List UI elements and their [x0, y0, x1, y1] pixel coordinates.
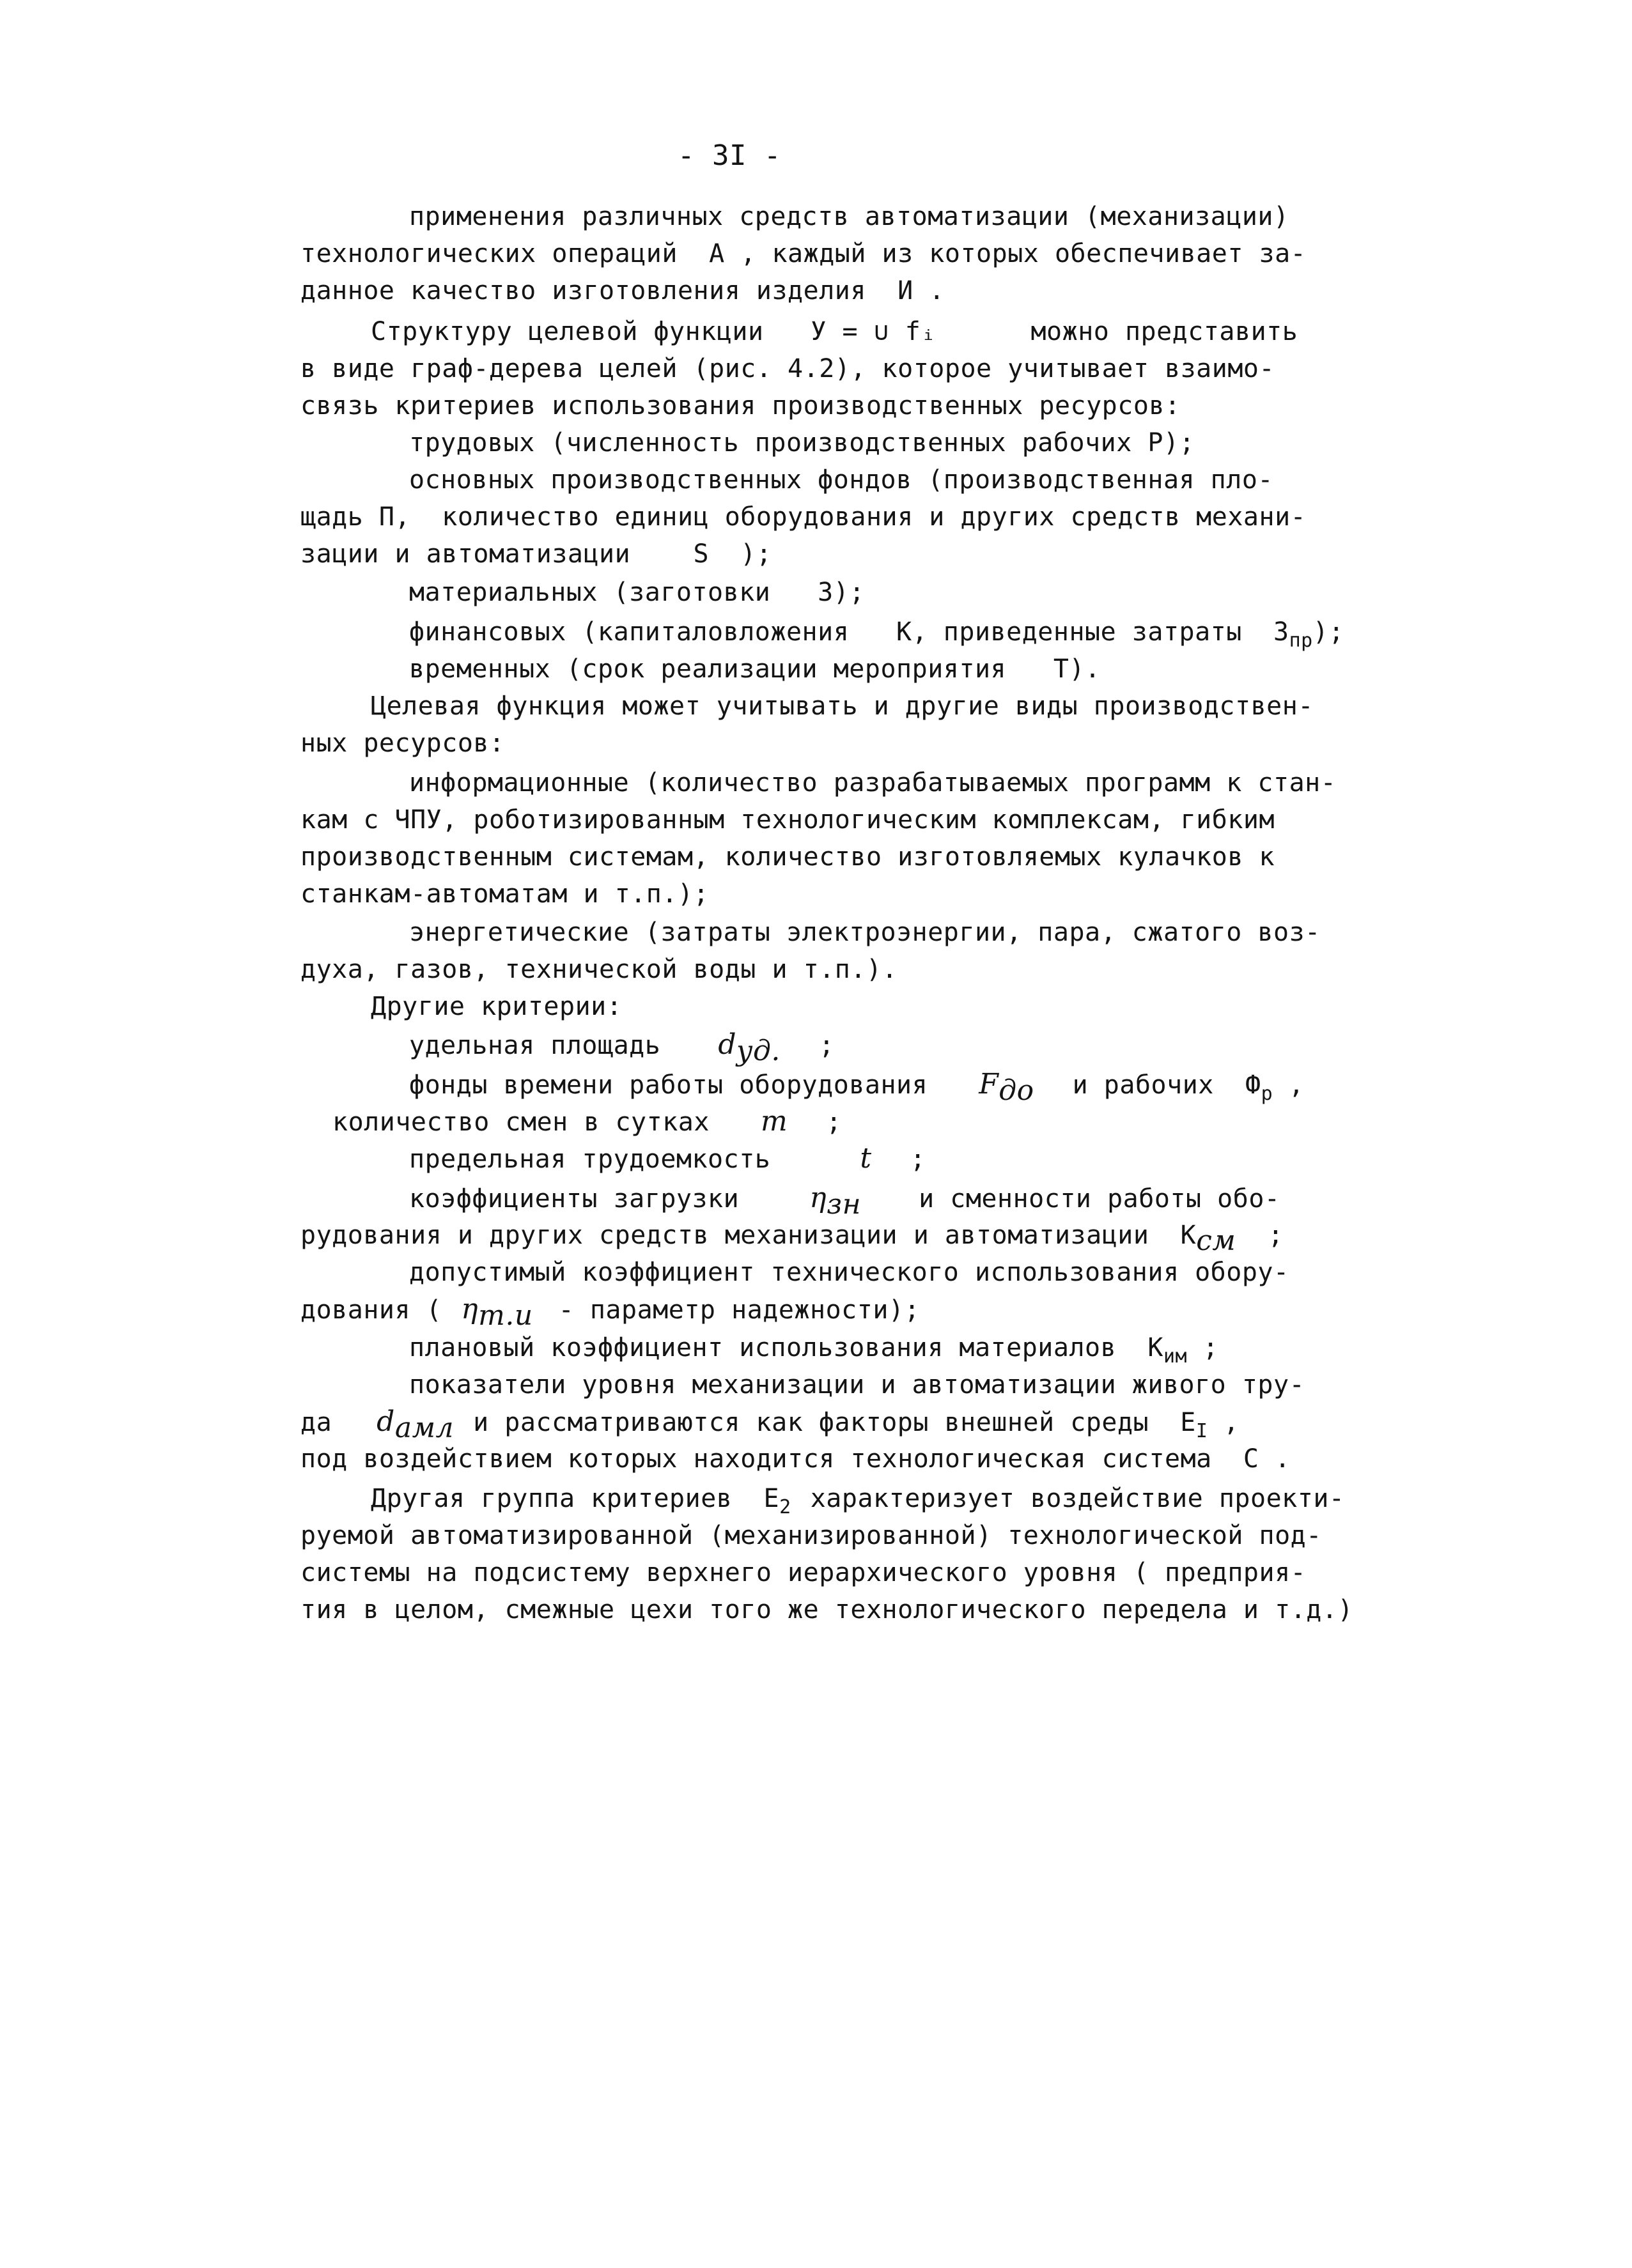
- text-line: станкам-автоматам и т.п.);: [300, 879, 710, 909]
- text-line: руемой автоматизированной (механизированной) технологической под-: [300, 1521, 1322, 1550]
- text-line: производственным системам, количество изготовляемых кулачков к: [300, 842, 1275, 872]
- text-line: количество смен в сутках m ;: [332, 1105, 842, 1138]
- text-line: фонды времени работы оборудования $F_{до}$ и рабочих $Ф_р$ ,: [409, 1068, 1305, 1107]
- text-line: энергетические (затраты электроэнергии, пара, сжатого воз-: [409, 918, 1321, 947]
- text-line: связь критериев использования производственных ресурсов:: [300, 391, 1181, 420]
- text-line: показатели уровня механизации и автоматизации живого тру-: [409, 1370, 1305, 1400]
- text-line: зации и автоматизации S );: [300, 539, 772, 569]
- text-line: в виде граф-дерева целей (рис. 4.2), которое учитывает взаимо-: [300, 354, 1275, 383]
- text-line: Другие критерии:: [371, 992, 623, 1021]
- text-line: данное качество изготовления изделия И .: [300, 276, 945, 305]
- text-line: трудовых (численность производственных рабочих Р);: [409, 428, 1195, 458]
- page-number: - 3I -: [678, 139, 781, 172]
- text-line: основных производственных фондов (производственная пло-: [409, 465, 1274, 495]
- text-line: информационные (количество разрабатываемых программ к стан-: [409, 768, 1337, 798]
- text-line: материальных (заготовки З);: [409, 578, 865, 607]
- text-line: кам с ЧПУ, роботизированным технологическим комплексам, гибким: [300, 805, 1275, 835]
- text-line: да $d_{амл}$ и рассматриваются как факторы внешней среды $Е_I$ ,: [300, 1405, 1240, 1444]
- text-line: плановый коэффициент использования материалов $К_{им}$ ;: [409, 1333, 1219, 1368]
- text-line: предельная трудоемкость t ;: [409, 1142, 926, 1175]
- text-line: применения различных средств автоматизации (механизации): [409, 202, 1289, 231]
- text-line: тия в целом, смежные цехи того же технологического передела и т.д.): [300, 1595, 1353, 1624]
- text-line: под воздействием которых находится технологическая система С .: [300, 1444, 1291, 1474]
- text-line: системы на подсистему верхнего иерархического уровня ( предприя-: [300, 1558, 1307, 1587]
- text-line: технологических операций А , каждый из которых обеспечивает за-: [300, 239, 1307, 268]
- text-line: финансовых (капиталовложения К, приведенные затраты $З_{пр}$);: [409, 617, 1344, 652]
- text-line: щадь П, количество единиц оборудования и других средств механи-: [300, 502, 1307, 532]
- text-line: Структуру целевой функции У = ∪ fᵢ можно представить: [371, 317, 1298, 346]
- text-line: Целевая функция может учитывать и другие виды производствен-: [371, 691, 1314, 721]
- text-line: ных ресурсов:: [300, 729, 505, 758]
- text-line: рудования и других средств механизации и автоматизации $К_{см}$ ;: [300, 1221, 1284, 1257]
- text-line: Другая группа критериев $Е_2$ характеризует воздействие проекти-: [371, 1484, 1345, 1518]
- text-line: коэффициенты загрузки $\eta_{зн}$ и сменности работы обо-: [409, 1182, 1280, 1221]
- text-line: удельная площадь $d_{уд.}$ ;: [409, 1028, 835, 1067]
- text-line: духа, газов, технической воды и т.п.).: [300, 955, 898, 984]
- text-line: допустимый коэффициент технического использования обору-: [409, 1258, 1289, 1287]
- text-line: дования ( $\eta_{т.и}$ - параметр надежности);: [300, 1293, 921, 1332]
- text-line: временных (срок реализации мероприятия Т).: [409, 654, 1101, 684]
